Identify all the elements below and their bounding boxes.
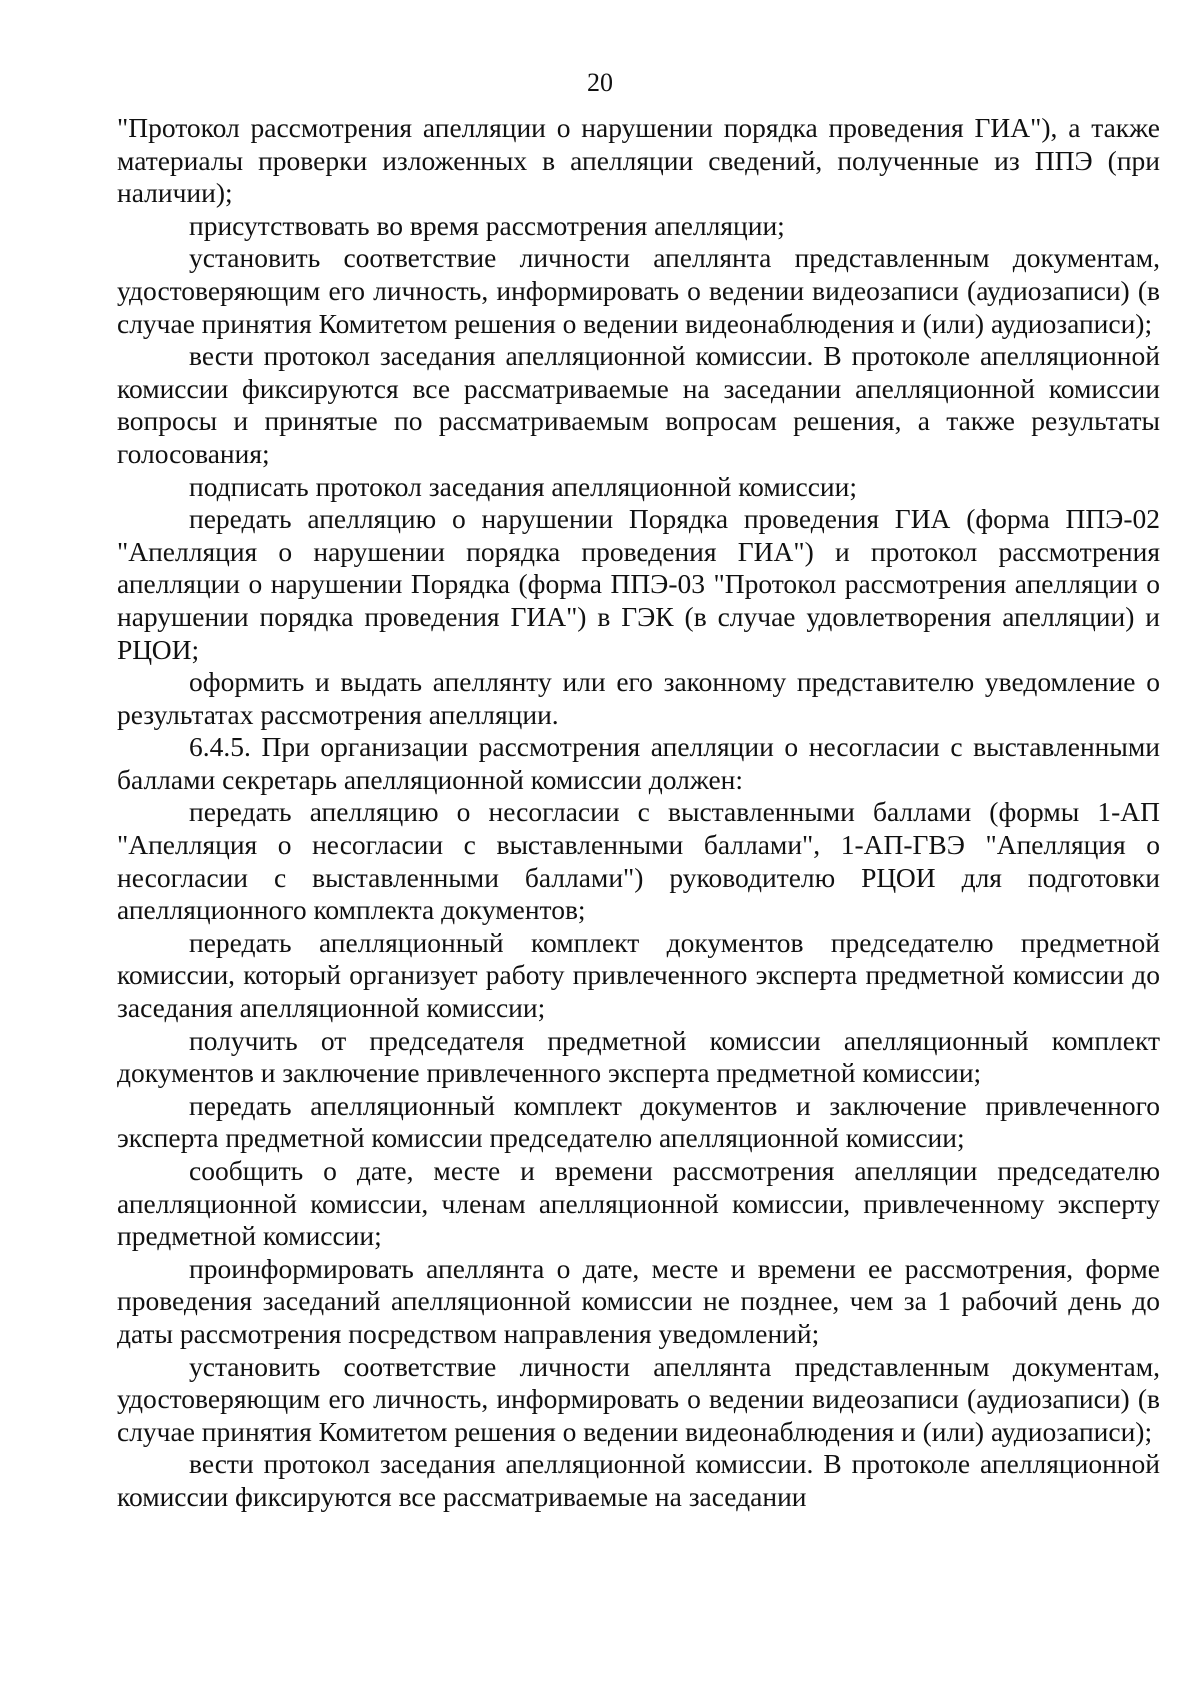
paragraph-16: вести протокол заседания апелляционной комиссии. В протоколе апелляционной комиссии фиксируются все рассматриваемые на заседании: [117, 1448, 1160, 1512]
paragraph-11: получить от председателя предметной комиссии апелляционный комплект документов и заключение привлеченного эксперта предметной комиссии;: [117, 1024, 1160, 1089]
paragraph-6: передать апелляцию о нарушении Порядка проведения ГИА (форма ППЭ-02 "Апелляция о нарушении порядка проведения ГИА") и протокол рассмотрения апелляции о нарушении Порядка (форма ППЭ-03 "Протокол рассмотрения апелляции о нарушении порядка проведения ГИА") в ГЭК (в случае удовлетворения апелляции) и РЦОИ;: [117, 503, 1160, 665]
paragraph-7: оформить и выдать апеллянту или его законному представителю уведомление о результатах рассмотрения апелляции.: [117, 666, 1160, 730]
paragraph-10: передать апелляционный комплект документов председателю предметной комиссии, который организует работу привлеченного эксперта предметной комиссии до заседания апелляционной комиссии;: [117, 926, 1160, 1024]
paragraph-12: передать апелляционный комплект документов и заключение привлеченного эксперта предметной комиссии председателю апелляционной комиссии;: [117, 1089, 1160, 1154]
paragraph-3: установить соответствие личности апеллянта представленным документам, удостоверяющим его личность, информировать о ведении видеозаписи (аудиозаписи) (в случае принятия Комитетом решения о ведении видеонаблюдения и (или) аудиозаписи);: [117, 242, 1160, 339]
paragraph-15: установить соответствие личности апеллянта представленным документам, удостоверяющим его личность, информировать о ведении видеозаписи (аудиозаписи) (в случае принятия Комитетом решения о ведении видеонаблюдения и (или) аудиозаписи);: [117, 1350, 1160, 1447]
paragraph-5: подписать протокол заседания апелляционной комиссии;: [189, 470, 858, 502]
paragraph-13: сообщить о дате, месте и времени рассмотрения апелляции председателю апелляционной комиссии, членам апелляционной комиссии, привлеченному эксперту предметной комиссии;: [117, 1155, 1160, 1252]
paragraph-9: передать апелляцию о несогласии с выставленными баллами (формы 1-АП "Апелляция о несогласии с выставленными баллами", 1-АП-ГВЭ "Апелляция о несогласии с выставленными баллами") руководителю РЦОИ для подготовки апелляционного комплекта документов;: [117, 796, 1160, 926]
paragraph-1: "Протокол рассмотрения апелляции о нарушении порядка проведения ГИА"), а также материалы проверки изложенных в апелляции сведений, полученные из ППЭ (при наличии);: [117, 112, 1160, 209]
document-body: [117, 112, 1160, 1514]
paragraph-2: присутствовать во время рассмотрения апелляции;: [189, 209, 785, 241]
paragraph-4: вести протокол заседания апелляционной комиссии. В протоколе апелляционной комиссии фиксируются все рассматриваемые на заседании апелляционной комиссии вопросы и принятые по рассматриваемым вопросам решения, а также результаты голосования;: [117, 340, 1160, 469]
paragraph-8: 6.4.5. При организации рассмотрения апелляции о несогласии с выставленными баллами секретарь апелляционной комиссии должен:: [117, 731, 1160, 795]
page-number: 20: [587, 68, 613, 97]
paragraph-14: проинформировать апеллянта о дате, месте и времени ее рассмотрения, форме проведения заседаний апелляционной комиссии не позднее, чем за 1 рабочий день до даты рассмотрения посредством направления уведомлений;: [117, 1252, 1160, 1349]
